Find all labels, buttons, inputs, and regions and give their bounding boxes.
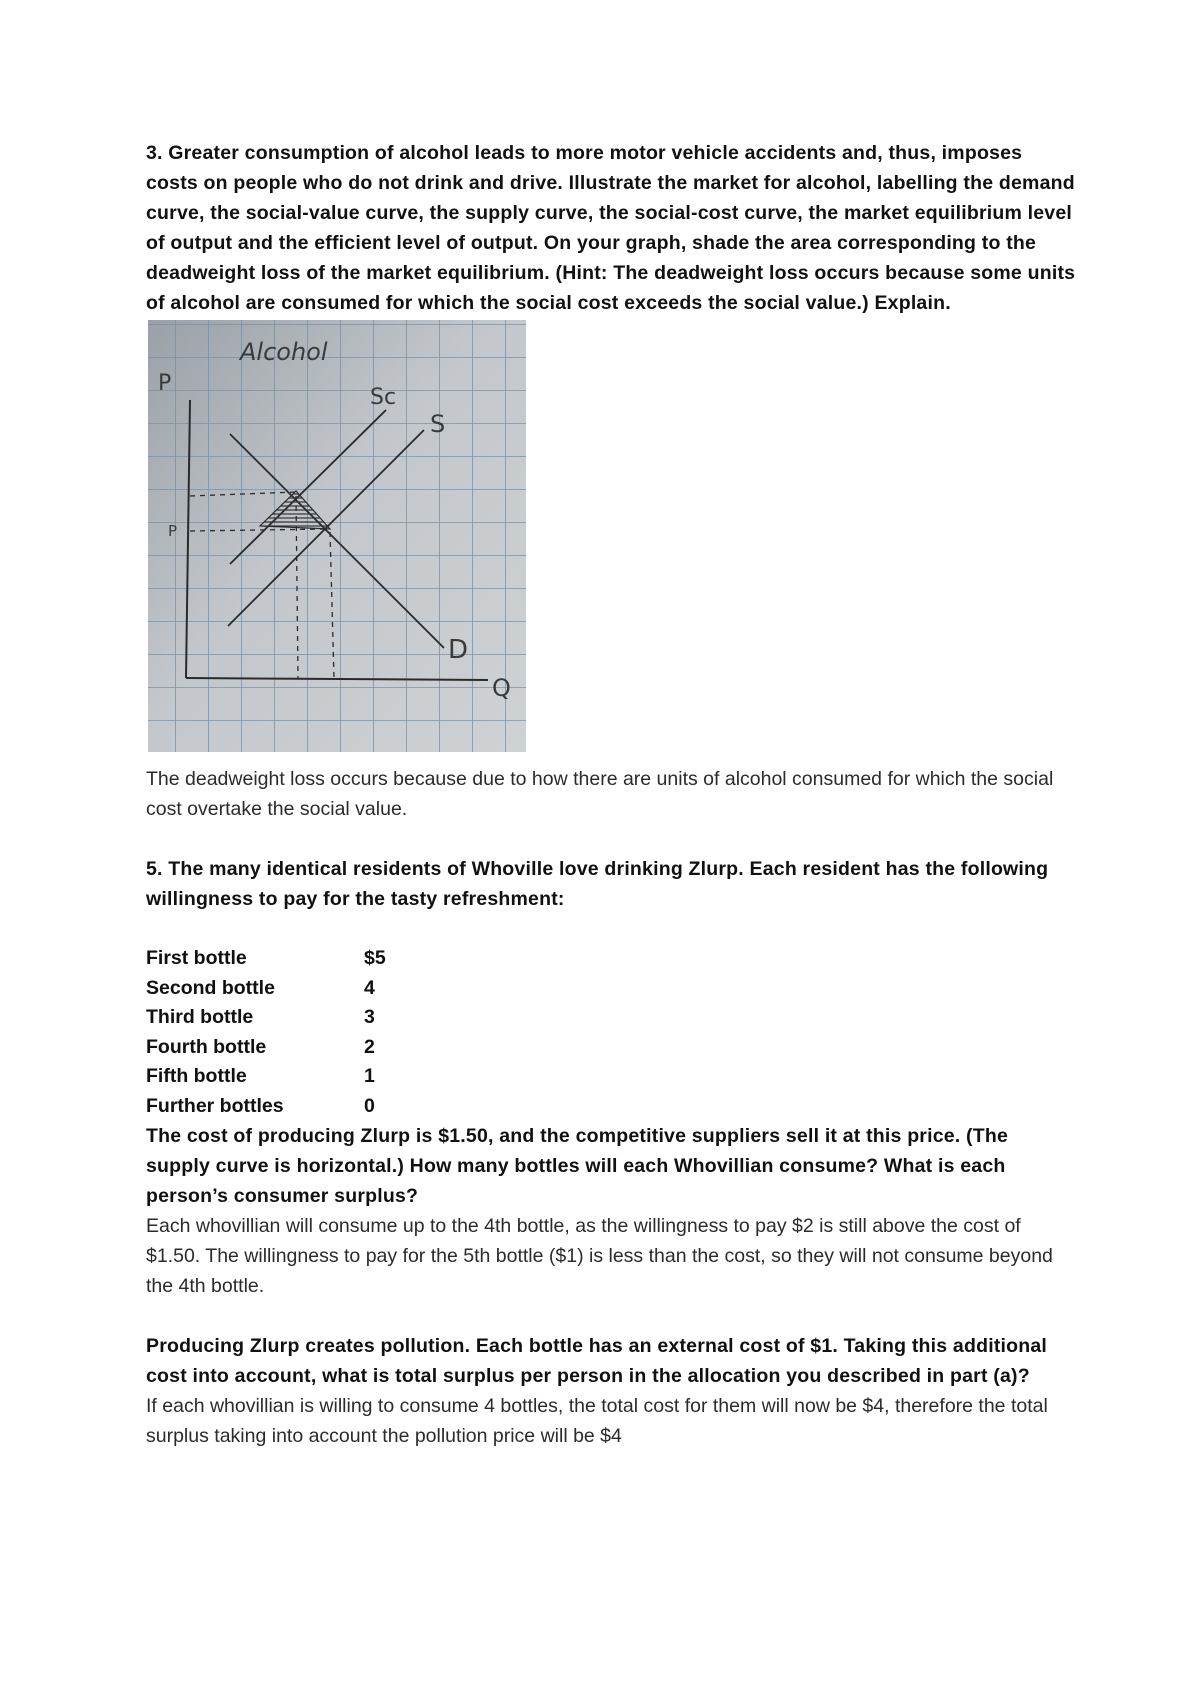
price-label: P: [168, 522, 178, 540]
table-row: [146, 1033, 386, 1063]
question-3-answer: The deadweight loss occurs because due to how there are units of alcohol consumed for which the social cost overtake the social value.: [146, 768, 1054, 820]
bottle-label: Fourth bottle: [146, 1035, 267, 1058]
question-5b-answer: If each whovillian is willing to consume 4 bottles, the total cost for them will now be $4, therefore the total surplus taking into account the pollution price will be $4: [146, 1395, 1048, 1447]
question-5-prompt: 5. The many identical residents of Whoville love drinking Zlurp. Each resident has the following willingness to pay for the tasty refreshment:: [146, 858, 1049, 910]
photo-grid: [148, 320, 526, 752]
bottle-value: 0: [364, 1094, 375, 1117]
question-5b-prompt: Producing Zlurp creates pollution. Each bottle has an external cost of $1. Taking this additional cost into account, what is total surplus per person in the allocation you described in part (a)?: [146, 1335, 1048, 1387]
bottle-value: $5: [364, 947, 386, 969]
table-row: [146, 944, 386, 974]
supply-label: S: [430, 410, 446, 438]
bottle-label: Further bottles: [146, 1094, 284, 1117]
table-row: [146, 974, 386, 1004]
y-axis-label: P: [158, 371, 172, 396]
graph-title: Alcohol: [240, 338, 328, 366]
question-5a-prompt: The cost of producing Zlurp is $1.50, and the competitive suppliers sell it at this price. (The supply curve is horizontal.) How many bottles will each Whovillian consume? What is each person’s consumer surplus?: [146, 1125, 1008, 1207]
alcohol-market-graph-photo: [148, 320, 526, 752]
demand-label: D: [448, 635, 469, 665]
social-cost-label: Sc: [370, 385, 397, 410]
willingness-to-pay-table: [146, 944, 386, 1121]
bottle-value: 1: [364, 1065, 375, 1087]
x-axis-label: Q: [492, 674, 511, 702]
question-3-prompt: 3. Greater consumption of alcohol leads to more motor vehicle accidents and, thus, imposes costs on people who do not drink and drive. Illustrate the market for alcohol, labelling the demand curve, the social-value curve, the supply curve, the social-cost curve, the market equilibrium level of output and the efficient level of output. On your graph, shade the area corresponding to the deadweight loss of the market equilibrium. (Hint: The deadweight loss occurs because some units of alcohol are consumed for which the social cost exceeds the social value.) Explain.: [146, 142, 1076, 314]
bottle-value: 3: [364, 1006, 375, 1028]
bottle-label: Second bottle: [146, 976, 275, 999]
bottle-label: Third bottle: [146, 1006, 254, 1028]
document-page: [146, 138, 1076, 1451]
table-row: [146, 1003, 386, 1033]
bottle-label: First bottle: [146, 947, 247, 969]
bottle-label: Fifth bottle: [146, 1065, 247, 1087]
bottle-value: 4: [364, 976, 375, 999]
bottle-value: 2: [364, 1035, 375, 1058]
table-row: [146, 1092, 386, 1122]
question-5a-answer: Each whovillian will consume up to the 4th bottle, as the willingness to pay $2 is still above the cost of $1.50. The willingness to pay for the 5th bottle ($1) is less than the cost, so they will not consume beyond the 4th bottle.: [146, 1215, 1053, 1297]
table-row: [146, 1062, 386, 1092]
